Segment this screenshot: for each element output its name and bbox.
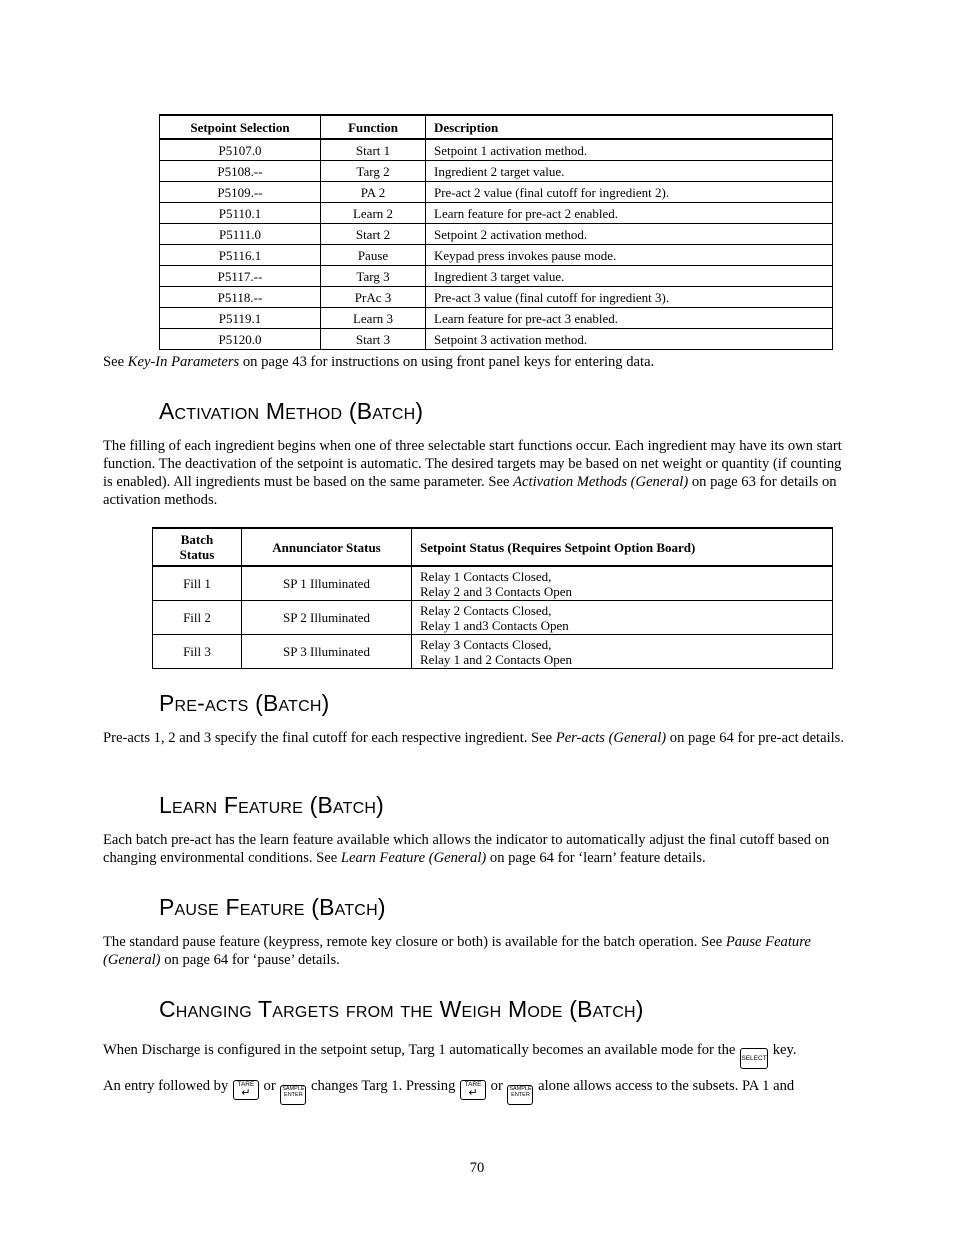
table-cell (412, 566, 833, 601)
relay-line: Relay 1 and 2 Contacts Open (420, 651, 572, 667)
table-cell: Ingredient 2 target value. (426, 161, 833, 182)
relay-line: Relay 1 Contacts Closed, (420, 568, 552, 584)
table-cell: P5108.-- (160, 161, 321, 182)
table-cell: Start 3 (321, 329, 426, 350)
table-cell: Setpoint 2 activation method. (426, 224, 833, 245)
table-cell: SP 2 Illuminated (242, 601, 412, 635)
table-cell: Learn 3 (321, 308, 426, 329)
preacts-paragraph (103, 729, 848, 747)
table-cell: Start 1 (321, 139, 426, 161)
paragraph-text: key. (769, 1042, 797, 1058)
table-cell: Setpoint 3 activation method. (426, 329, 833, 350)
paragraph-text: changes Targ 1. Pressing (307, 1078, 460, 1094)
column-header-text: Batch Status (179, 532, 215, 562)
table-cell (412, 635, 833, 669)
relay-line: Relay 2 Contacts Closed, (420, 602, 552, 618)
column-header: Description (426, 115, 833, 139)
table-header-row (153, 528, 833, 566)
table-row (160, 266, 833, 287)
table-cell: Learn 2 (321, 203, 426, 224)
table-cell: Learn feature for pre-act 3 enabled. (426, 308, 833, 329)
column-header: Function (321, 115, 426, 139)
cross-reference: Pause Feature (General) (103, 934, 811, 968)
table-row (160, 245, 833, 266)
table-cell: Ingredient 3 target value. (426, 266, 833, 287)
enter-arrow-icon: ↵ (241, 1087, 251, 1099)
changing-line-1 (103, 1041, 848, 1069)
paragraph-text: Each batch pre-act has the learn feature available which allows the indicator to automatically adjust the final cutoff based on changing environmental conditions. See (103, 832, 830, 866)
pause-paragraph (103, 933, 848, 969)
table-row (153, 601, 833, 635)
table-row (160, 203, 833, 224)
table-cell: SP 3 Illuminated (242, 635, 412, 669)
table-cell: Setpoint 1 activation method. (426, 139, 833, 161)
changing-line-2 (103, 1077, 848, 1105)
section-heading-changing-targets: Changing Targets from the Weigh Mode (Batch) (159, 996, 644, 1022)
setpoint-table (159, 114, 833, 350)
note-text: on page 43 for instructions on using front panel keys for entering data. (239, 354, 655, 370)
note-text: See (103, 354, 128, 370)
table-cell: Pause (321, 245, 426, 266)
table-row (160, 287, 833, 308)
column-header: Annunciator Status (242, 528, 412, 566)
table-row (160, 139, 833, 161)
relay-line: Relay 2 and 3 Contacts Open (420, 583, 572, 599)
table-cell: P5110.1 (160, 203, 321, 224)
table-cell: P5119.1 (160, 308, 321, 329)
column-header (153, 528, 242, 566)
section-heading-pause: Pause Feature (Batch) (159, 894, 386, 920)
table-row (153, 635, 833, 669)
paragraph-text: alone allows access to the subsets. PA 1 and (534, 1078, 795, 1094)
key-label: SELECT (741, 1055, 767, 1062)
table-cell: Keypad press invokes pause mode. (426, 245, 833, 266)
paragraph-text: The standard pause feature (keypress, remote key closure or both) is available for the batch operation. See (103, 934, 726, 950)
paragraph-text: on page 64 for pre-act details. (666, 730, 845, 746)
table-row (160, 329, 833, 350)
table-cell: P5120.0 (160, 329, 321, 350)
table-cell: Fill 3 (153, 635, 242, 669)
paragraph-text: An entry followed by (103, 1078, 232, 1094)
paragraph-text: When Discharge is configured in the setpoint setup, Targ 1 automatically becomes an available mode for the (103, 1042, 740, 1058)
table-cell: P5117.-- (160, 266, 321, 287)
paragraph-text: on page 64 for ‘learn’ feature details. (486, 850, 706, 866)
key-label: TARE (464, 1081, 482, 1088)
activation-paragraph (103, 437, 848, 509)
section-heading-learn: Learn Feature (Batch) (159, 792, 385, 818)
select-key-icon (740, 1048, 768, 1069)
key-label: SAMPLE (282, 1086, 305, 1092)
table-cell: PrAc 3 (321, 287, 426, 308)
cross-reference: Activation Methods (General) (513, 474, 689, 490)
cross-reference: Learn Feature (General) (340, 850, 487, 866)
paragraph-text: or (487, 1078, 507, 1094)
relay-line: Relay 1 and3 Contacts Open (420, 617, 569, 633)
table-cell: Targ 3 (321, 266, 426, 287)
column-header: Setpoint Status (Requires Setpoint Option Board) (412, 528, 833, 566)
table-cell: P5107.0 (160, 139, 321, 161)
page-number: 70 (469, 1160, 485, 1176)
table-row (153, 566, 833, 601)
enter-arrow-icon: ↵ (468, 1087, 478, 1099)
table-row (160, 182, 833, 203)
table-cell: P5118.-- (160, 287, 321, 308)
key-label: SAMPLE (509, 1086, 532, 1092)
section-heading-activation: Activation Method (Batch) (159, 398, 424, 424)
tare-key-icon (460, 1080, 486, 1100)
key-label: ENTER (511, 1092, 530, 1098)
table-cell: SP 1 Illuminated (242, 566, 412, 601)
table-cell: Start 2 (321, 224, 426, 245)
key-in-note (103, 353, 848, 371)
relay-line: Relay 3 Contacts Closed, (420, 636, 552, 652)
key-label: ENTER (284, 1092, 303, 1098)
table-cell: Pre-act 3 value (final cutoff for ingredient 3). (426, 287, 833, 308)
paragraph-text: on page 63 for details on activation methods. (103, 474, 837, 508)
table-cell: Fill 1 (153, 566, 242, 601)
table-row (160, 308, 833, 329)
paragraph-text: on page 64 for ‘pause’ details. (160, 952, 340, 968)
cross-reference: Per-acts (General) (555, 730, 667, 746)
table-cell: P5109.-- (160, 182, 321, 203)
table-cell: PA 2 (321, 182, 426, 203)
table-row (160, 224, 833, 245)
key-label: TARE (237, 1081, 255, 1088)
table-cell: Pre-act 2 value (final cutoff for ingredient 2). (426, 182, 833, 203)
table-cell: Targ 2 (321, 161, 426, 182)
tare-key-icon (233, 1080, 259, 1100)
table-header-row (160, 115, 833, 139)
learn-paragraph (103, 831, 848, 867)
activation-table (152, 527, 833, 669)
note-link-text: Key-In Parameters (127, 354, 240, 370)
paragraph-text: or (259, 1078, 280, 1094)
paragraph-text: The filling of each ingredient begins when one of three selectable start functions occur. Each ingredient may have its own start function. The deactivation of the setpoint is automatic. The desired targets may be based on net weight or quantity (if counting is enabled). All ingredients must be based on the same parameter. See (103, 438, 842, 490)
paragraph-text: Pre-acts 1, 2 and 3 specify the final cutoff for each respective ingredient. See (103, 730, 556, 746)
sample-enter-key-icon (507, 1085, 533, 1105)
table-cell: P5116.1 (160, 245, 321, 266)
table-row (160, 161, 833, 182)
sample-enter-key-icon (280, 1085, 306, 1105)
section-heading-preacts: Pre-acts (Batch) (159, 690, 330, 716)
table-cell: Learn feature for pre-act 2 enabled. (426, 203, 833, 224)
column-header: Setpoint Selection (160, 115, 321, 139)
table-cell (412, 601, 833, 635)
table-cell: P5111.0 (160, 224, 321, 245)
table-cell: Fill 2 (153, 601, 242, 635)
